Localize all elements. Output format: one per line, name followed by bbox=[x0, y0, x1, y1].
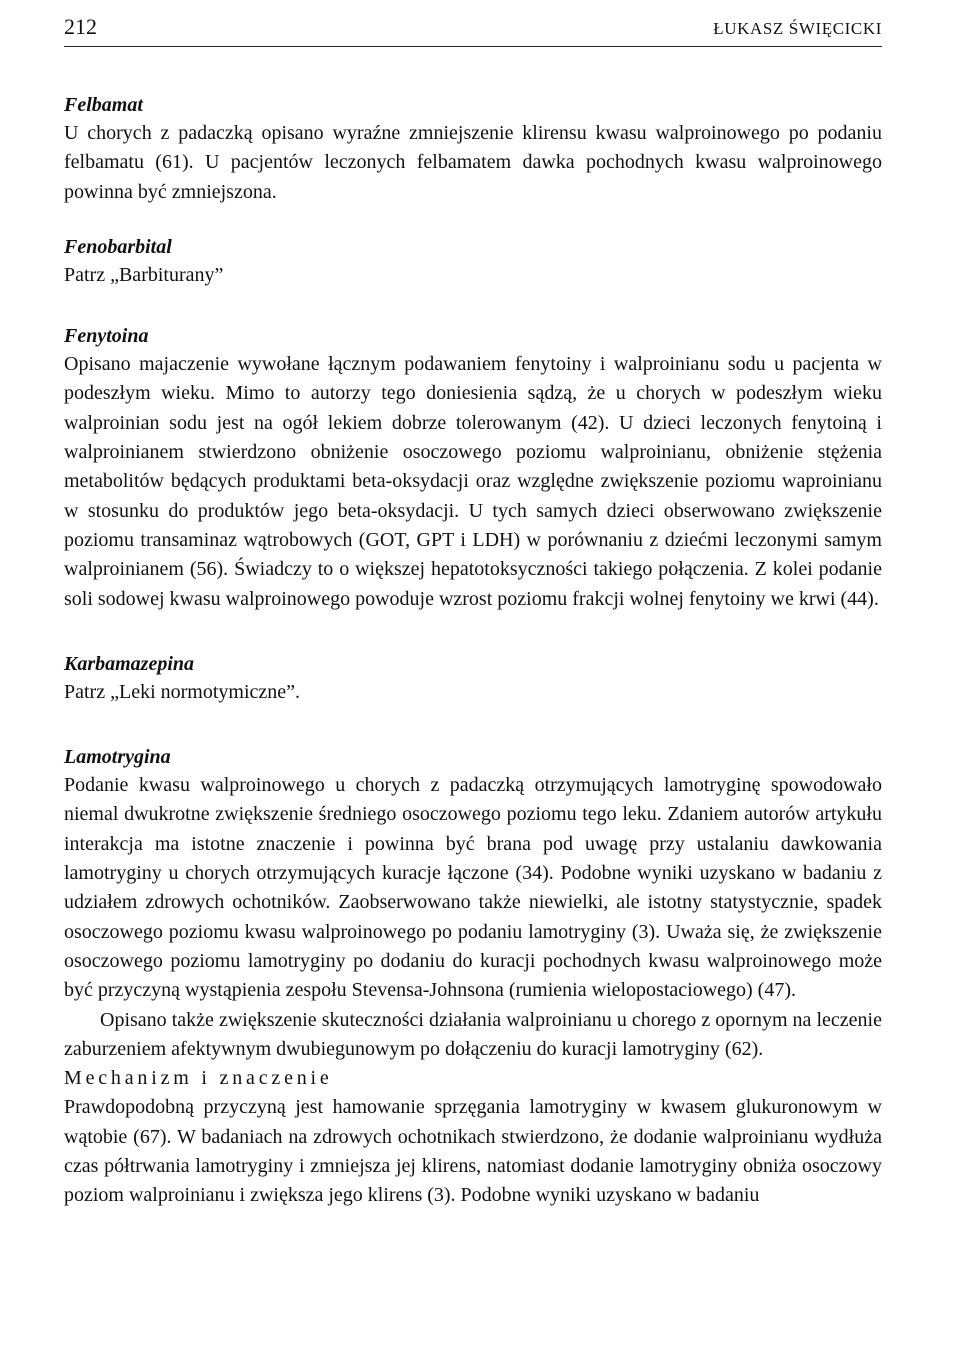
section-felbamat bbox=[64, 91, 882, 207]
section-text-lamotrygina-3: Prawdopodobną przyczyną jest hamowanie sprzęgania lamotryginy w kwasem glukuronowym w wątobie (67). W badaniach na zdrowych ochotnikach stwierdzono, że dodanie walproinianu wydłuża czas półtrwania lamotryginy i zmniejsza jej klirens, natomiast dodanie lamotryginy obniża osoczowy poziom walproinianu i zwiększa jego klirens (3). Podobne wyniki uzyskano w badaniu bbox=[64, 1096, 882, 1207]
section-text-lamotrygina-2: Opisano także zwiększenie skuteczności działania walproinianu u chorego z opornym na leczenie zaburzeniem afektywnym dwubiegunowym po dołączeniu do kuracji lamotryginy (62). bbox=[64, 1008, 882, 1060]
subheading-mechanizm: Mechanizm i znaczenie bbox=[64, 1067, 333, 1090]
section-karbamazepina bbox=[64, 650, 882, 707]
section-fenobarbital bbox=[64, 233, 882, 290]
page-header bbox=[64, 14, 882, 47]
section-spacer bbox=[64, 290, 882, 322]
section-title-karbamazepina: Karbamazepina bbox=[64, 652, 195, 675]
section-title-lamotrygina: Lamotrygina bbox=[64, 746, 171, 769]
section-text-karbamazepina: Patrz „Leki normotymiczne”. bbox=[64, 680, 301, 703]
section-spacer bbox=[64, 207, 882, 233]
section-fenytoina bbox=[64, 322, 882, 614]
section-text-lamotrygina-1: Podanie kwasu walproinowego u chorych z padaczką otrzymujących lamotryginę spowodowało niemal dwukrotne zwiększenie średniego osoczowego poziomu tego leku. Zdaniem autorów artykułu interakcja ma istotne znaczenie i powinna być brana pod uwagę przy ustalaniu dawkowania lamotryginy u chorych otrzymujących kuracje łączone (34). Podobne wyniki uzyskano w badaniu z udziałem zdrowych ochotników. Zaobserwowano także niewielki, ale istotny statystycznie, spadek osoczowego poziomu kwasu walproinowego po podaniu lamotryginy (3). Uważa się, że zwiększenie osoczowego poziomu lamotryginy po dodaniu do kuracji pochodnych kwasu walproinowego może być przyczyną wystąpienia zespołu Stevensa-Johnsona (rumienia wielopostaciowego) (47). bbox=[64, 774, 882, 1002]
section-text-fenobarbital: Patrz „Barbiturany” bbox=[64, 263, 224, 286]
section-title-felbamat: Felbamat bbox=[64, 94, 143, 116]
section-text-fenytoina: Opisano majaczenie wywołane łącznym podawaniem fenytoiny i walproinianu sodu u pacjenta w podeszłym wieku. Mimo to autorzy tego doniesienia sądzą, że u chorych w podeszłym wieku walproinian sodu jest na ogół lekiem dobrze tolerowanym (42). U dzieci leczonych fenytoiną i walproinianem stwierdzono obniżenie osoczowego poziomu walproinianu, obniżenie stężenia metabolitów będących produktami beta-oksydacji oraz względne zwiększenie poziomu waproinianu w stosunku do produktów jego beta-oksydacji. U tych samych dzieci obserwowano zwiększenie poziomu transaminaz wątrobowych (GOT, GPT i LDH) w porównaniu z dziećmi leczonymi samym walproinianem (56). Świadczy to o większej hepatotoksyczności takiego połączenia. Z kolei podanie soli sodowej kwasu walproinowego powoduje wzrost poziomu frakcji wolnej fenytoiny we krwi (44). bbox=[64, 353, 882, 610]
page-number: 212 bbox=[64, 14, 97, 39]
section-text-felbamat: U chorych z padaczką opisano wyraźne zmniejszenie klirensu kwasu walproinowego po podaniu felbamatu (61). U pacjentów leczonych felbamatem dawka pochodnych kwasu walproinowego powinna być zmniejszona. bbox=[64, 122, 882, 203]
running-head-author: ŁUKASZ ŚWIĘCICKI bbox=[713, 19, 882, 38]
section-spacer bbox=[64, 707, 882, 743]
section-lamotrygina bbox=[64, 743, 882, 1210]
section-title-fenobarbital: Fenobarbital bbox=[64, 235, 172, 258]
document-page bbox=[64, 14, 882, 1211]
section-spacer bbox=[64, 614, 882, 650]
section-title-fenytoina: Fenytoina bbox=[64, 325, 149, 348]
